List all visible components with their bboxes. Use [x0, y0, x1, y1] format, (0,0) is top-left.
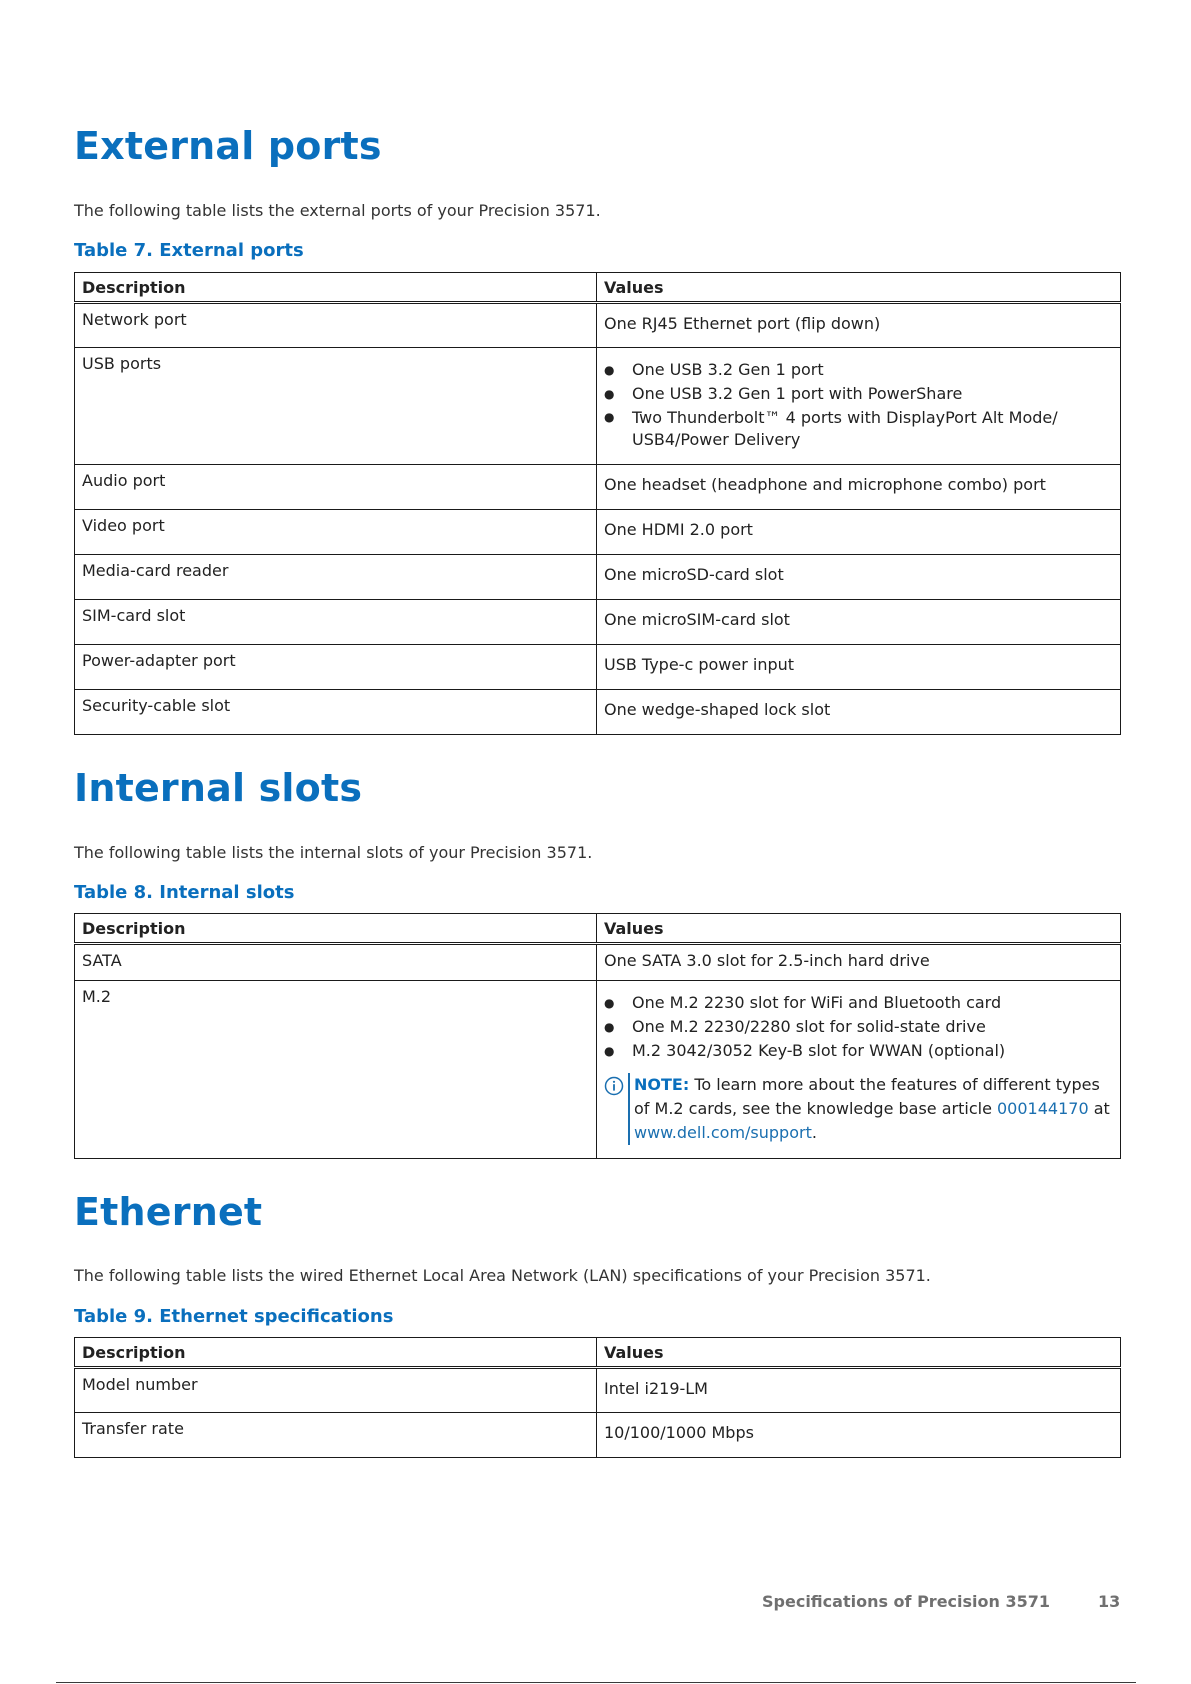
- row-description: Network port: [75, 303, 597, 348]
- row-description: USB ports: [75, 348, 597, 465]
- row-description: Security-cable slot: [75, 690, 597, 735]
- internal-slots-table: [74, 913, 1121, 1159]
- note-callout: [604, 1073, 1113, 1145]
- row-value: USB Type-c power input: [597, 645, 1121, 690]
- row-value: 10/100/1000 Mbps: [597, 1413, 1121, 1458]
- table-caption-ethernet: Table 9. Ethernet specifications: [74, 1306, 394, 1327]
- table-row: [75, 510, 1121, 555]
- row-description: Power-adapter port: [75, 645, 597, 690]
- intro-internal-slots: The following table lists the internal slots of your Precision 3571.: [74, 843, 593, 862]
- row-value: Intel i219-LM: [597, 1368, 1121, 1413]
- intro-external-ports: The following table lists the external ports of your Precision 3571.: [74, 201, 601, 220]
- row-description: Model number: [75, 1368, 597, 1413]
- row-value: One HDMI 2.0 port: [597, 510, 1121, 555]
- bullet-list: [604, 991, 1113, 1063]
- row-description: Audio port: [75, 465, 597, 510]
- row-description: SIM-card slot: [75, 600, 597, 645]
- bullet-list: [604, 358, 1113, 451]
- column-header-description: Description: [75, 1338, 597, 1368]
- column-header-description: Description: [75, 273, 597, 303]
- list-item: ● One M.2 2230 slot for WiFi and Bluetooth card: [604, 991, 1113, 1015]
- intro-ethernet: The following table lists the wired Ethernet Local Area Network (LAN) specifications of your Precision 3571.: [74, 1266, 931, 1285]
- row-value: One wedge-shaped lock slot: [597, 690, 1121, 735]
- table-row: [75, 555, 1121, 600]
- table-row: [75, 1368, 1121, 1413]
- support-site-link[interactable]: www.dell.com/support: [634, 1123, 812, 1142]
- row-value: One microSIM-card slot: [597, 600, 1121, 645]
- external-ports-table: [74, 272, 1121, 735]
- note-connector: at: [1093, 1099, 1110, 1118]
- info-icon: [604, 1076, 624, 1096]
- table-row: [75, 348, 1121, 465]
- table-caption-external-ports: Table 7. External ports: [74, 240, 304, 261]
- ethernet-table: [74, 1337, 1121, 1458]
- column-header-description: Description: [75, 914, 597, 944]
- list-item: ● One USB 3.2 Gen 1 port with PowerShare: [604, 382, 1113, 406]
- kb-article-link[interactable]: 000144170: [997, 1099, 1089, 1118]
- page-number: 13: [1098, 1592, 1121, 1611]
- footer-title: Specifications of Precision 3571: [762, 1592, 1050, 1611]
- row-description: M.2: [75, 981, 597, 1159]
- row-description: Media-card reader: [75, 555, 597, 600]
- bottom-divider: [56, 1682, 1136, 1683]
- note-label: NOTE:: [634, 1075, 690, 1094]
- row-value: [597, 981, 1121, 1159]
- row-value: [597, 348, 1121, 465]
- column-header-values: Values: [597, 1338, 1121, 1368]
- table-caption-internal-slots: Table 8. Internal slots: [74, 882, 295, 903]
- note-body: [628, 1073, 1113, 1145]
- table-row: [75, 981, 1121, 1159]
- table-header-row: [75, 914, 1121, 944]
- row-value: One microSD-card slot: [597, 555, 1121, 600]
- table-header-row: [75, 1338, 1121, 1368]
- table-row: [75, 690, 1121, 735]
- table-row: [75, 1413, 1121, 1458]
- list-item: ● One M.2 2230/2280 slot for solid-state drive: [604, 1015, 1113, 1039]
- list-item: ● Two Thunderbolt™ 4 ports with DisplayPort Alt Mode/ USB4/Power Delivery: [604, 406, 1113, 451]
- table-row: [75, 645, 1121, 690]
- note-end: .: [811, 1123, 817, 1142]
- row-description: Video port: [75, 510, 597, 555]
- column-header-values: Values: [597, 273, 1121, 303]
- list-item: ● One USB 3.2 Gen 1 port: [604, 358, 1113, 382]
- section-title-external-ports: External ports: [74, 124, 382, 168]
- row-value: One RJ45 Ethernet port (flip down): [597, 303, 1121, 348]
- column-header-values: Values: [597, 914, 1121, 944]
- list-item: ● M.2 3042/3052 Key-B slot for WWAN (optional): [604, 1039, 1113, 1063]
- row-description: SATA: [75, 944, 597, 981]
- row-description: Transfer rate: [75, 1413, 597, 1458]
- section-title-internal-slots: Internal slots: [74, 766, 363, 810]
- table-row: [75, 303, 1121, 348]
- table-row: [75, 465, 1121, 510]
- row-value: One SATA 3.0 slot for 2.5-inch hard drive: [597, 944, 1121, 981]
- note-text: To learn more about the features of different types of M.2 cards, see the knowledge base article: [634, 1075, 1100, 1118]
- table-row: [75, 600, 1121, 645]
- table-header-row: [75, 273, 1121, 303]
- row-value: One headset (headphone and microphone combo) port: [597, 465, 1121, 510]
- table-row: [75, 944, 1121, 981]
- section-title-ethernet: Ethernet: [74, 1190, 263, 1234]
